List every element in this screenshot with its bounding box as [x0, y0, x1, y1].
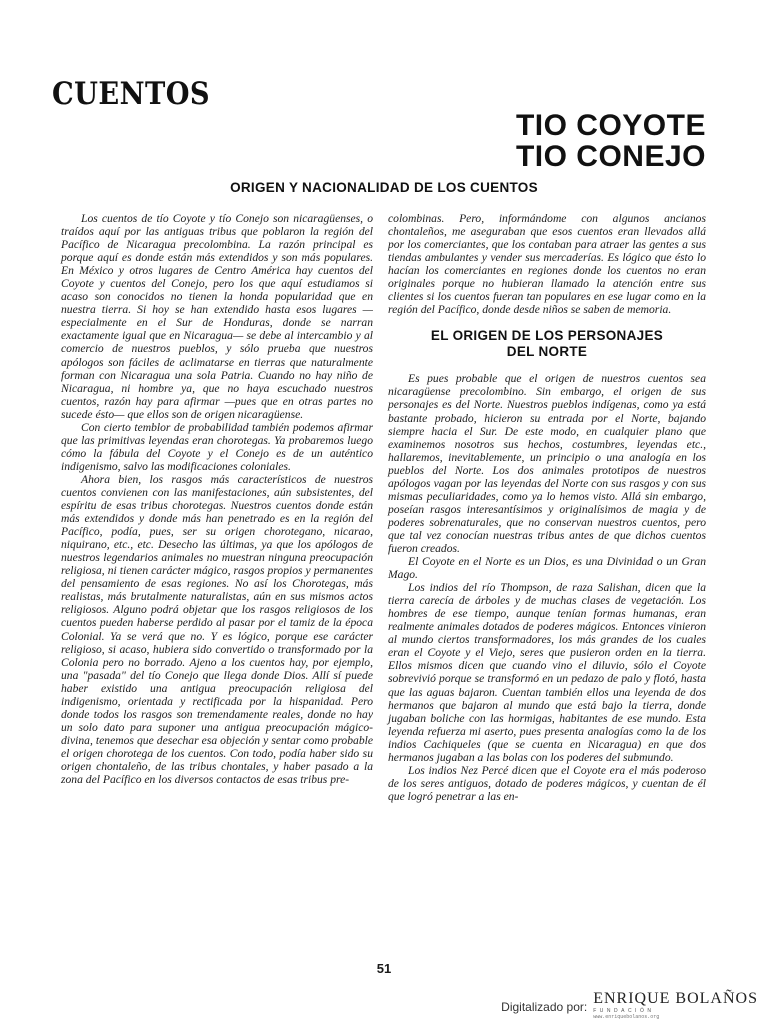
paragraph: Con cierto temblor de probabilidad también podemos afirmar que las primitivas leyendas eran chorotegas. Ya probaremos luego cómo la fábula del Coyote y el Conejo es de un auténtico indigenismo, salvo las modificaciones coloniales. [61, 420, 373, 473]
foundation-logo [593, 990, 758, 1020]
subheading-line-2: DEL NORTE [506, 344, 588, 360]
logo-url: www.enriquebolanos.org [593, 1014, 660, 1020]
subheading-line-1: EL ORIGEN DE LOS PERSONAJES [430, 328, 664, 344]
paragraph: Es pues probable que el origen de nuestros cuentos sea nicaragüense precolombino. Sin embargo, el origen de sus personajes es del Norte. Nuestros pueblos indígenas, como ya está bastante probado, hicieron su entrada por el Norte, bajando siempre hacia el Sur. De este modo, en cualquier plano que examinemos nosotros sus hechos, costumbres, leyendas etc., hallaremos, inevitablemente, un principio o una analogía en los pueblos del Norte. Los dos animales prototipos de nuestros apólogos vagan por las leyendas del Norte con sus rasgos y con sus mismas peculiaridades, como ya lo hemos visto. Allá sin embargo, poseían rasgos interesantísimos y originalísimos de magia y de poderes sobrenaturales, que no conservan nuestros cuentos, pero que tal vez conocían nuestras tribus antes de que dichos cuentos fueron creados. [388, 372, 706, 555]
title-line-1: TIO COYOTE [515, 109, 706, 142]
paragraph: Los indios Nez Percé dicen que el Coyote era el más poderoso de los seres antiguos, dotado de poderes mágicos, y cuentan de él que logró penetrar a las en- [388, 763, 706, 803]
subheading [388, 328, 706, 360]
paragraph: Ahora bien, los rasgos más característicos de nuestros cuentos convienen con las manifestaciones, aún subsistentes, del espíritu de esas tribus chorotegas. Nuestros cuentos donde están más extendidos y donde más han penetrado es en la región del Pacífico, podía, pues, ser su origen chorotegano, nicarao, niquirano, etc., etc. Desecho las últimas, ya que los apólogos de nuestros legendarios animales no muestran ninguna preocupación religiosa, ni tienen carácter mágico, rasgos propios y permanentes del pensamiento de esas regiones. No así los Chorotegas, más realistas, más brutalmente naturalistas, aún en sus mismos actos religiosos. Alguno podrá objetar que los rasgos religiosos de los cuentos pueden haberse perdido al pasar por el tamiz de la época Colonial. Ya se verá que no. Y es lógico, porque ese carácter religioso, si acaso, hubiera sido convertido o transformado por la Colonia pero no borrado. Ajeno a los cuentos hay, por ejemplo, una "pasada" del tío Conejo que llega donde Dios. Allí sí puede haber existido una antigua preocupación religiosa del indigenismo, orientada y rectificada por la hispanidad. Pero donde todos los rasgos son tremendamente reales, donde no hay un solo dato para suponer una antigua preocupación mágico-divina, tenemos que desechar esa objeción y sentar como probable el origen chorotega de los cuentos. Con todo, podía haber sido su origen chontaleño, de las tribus chontales, y haber pasado a la zona del Pacífico en los diversos contactos de esas tribus pre- [61, 472, 373, 787]
paragraph: colombinas. Pero, informándome con algunos ancianos chontaleños, me aseguraban que esos cuentos eran llevados allá por los comerciantes, que los contaban para atraer las gentes a sus tiendas ambulantes y vender sus mercaderías. Es lógico que ésto lo hacían los comerciantes en regiones donde los cuentos no eran originales porque no hubieran llamado la atención entre sus clientes si los cuentos fueran tan populares en ese lugar como en la región del Pacífico, donde desde niños se saben de memoria. [388, 212, 706, 317]
section-heading: ORIGEN Y NACIONALIDAD DE LOS CUENTOS [230, 180, 538, 195]
credit-label: Digitalizado por: [501, 1000, 588, 1014]
section-label: CUENTOS [52, 76, 211, 112]
paragraph: Los indios del río Thompson, de raza Salishan, dicen que la tierra carecía de árboles y de muchas clases de vegetación. Los hombres de ese tiempo, aunque tenían formas humanas, eran realmente animales dotados de poderes mágicos. Entonces vinieron al mundo ciertos transformadores, los más grandes de los cuales eran el Coyote y el Viejo, seres que pusieron orden en la tierra. Ellos mismos dicen que cuando vino el diluvio, sólo el Coyote sobrevivió porque se transformó en un pedazo de palo y flotó, hasta que las aguas bajaron. Cuentan también ellos una leyenda de dos hermanos que bajaron al mundo que está bajo la tierra, donde jugaban boliche con las hormigas, habitantes de ese mundo. Esta leyenda refuerza mi aserto, pues presenta analogías como la de los indios Cachiqueles (que se cuenta en Nicaragua) en que dos hermanos jugaban a las bolas con los poderes del submundo. [388, 581, 706, 764]
page-number: 51 [376, 961, 392, 976]
logo-subtitle: FUNDACIÓN [593, 1008, 655, 1014]
logo-name: ENRIQUE BOLAÑOS [593, 990, 758, 1007]
title-line-2: TIO CONEJO [515, 140, 706, 173]
paragraph: El Coyote en el Norte es un Dios, es una Divinidad o un Gran Mago. [388, 555, 706, 582]
right-column [388, 212, 706, 803]
left-column [61, 212, 373, 786]
paragraph: Los cuentos de tío Coyote y tío Conejo son nicaragüenses, o traídos aquí por las antiguas tribus que poblaron la región del Pacífico de Nicaragua precolombina. La razón principal es porque aquí es donde están más extendidos y son más populares. En México y otros lugares de Centro América hay cuentos del Coyote y cuentos del Conejo, pero los que aquí estudiamos si acaso son conocidos no tienen la honda popularidad que en nuestra tierra. Si hoy se han extendido hasta esos lugares —especialmente en el Sur de Honduras, donde se narran exactamente igual que en Nicaragua— se debe al intercambio y al comercio de nuestros pueblos, y sólo prueba que nuestros apólogos son fáciles de aclimatarse en tierras que naturalmente forman con Nicaragua una sola Patria. Cuando no hay niño de Nicaragua, ni hombre ya, que no haya escuchado nuestros cuentos, razón hay para afirmar —pues que en otras partes no sucede ésto— que ellos son de origen nicaragüense. [61, 212, 373, 421]
digitization-credit [501, 990, 758, 1020]
article-title [516, 110, 706, 172]
